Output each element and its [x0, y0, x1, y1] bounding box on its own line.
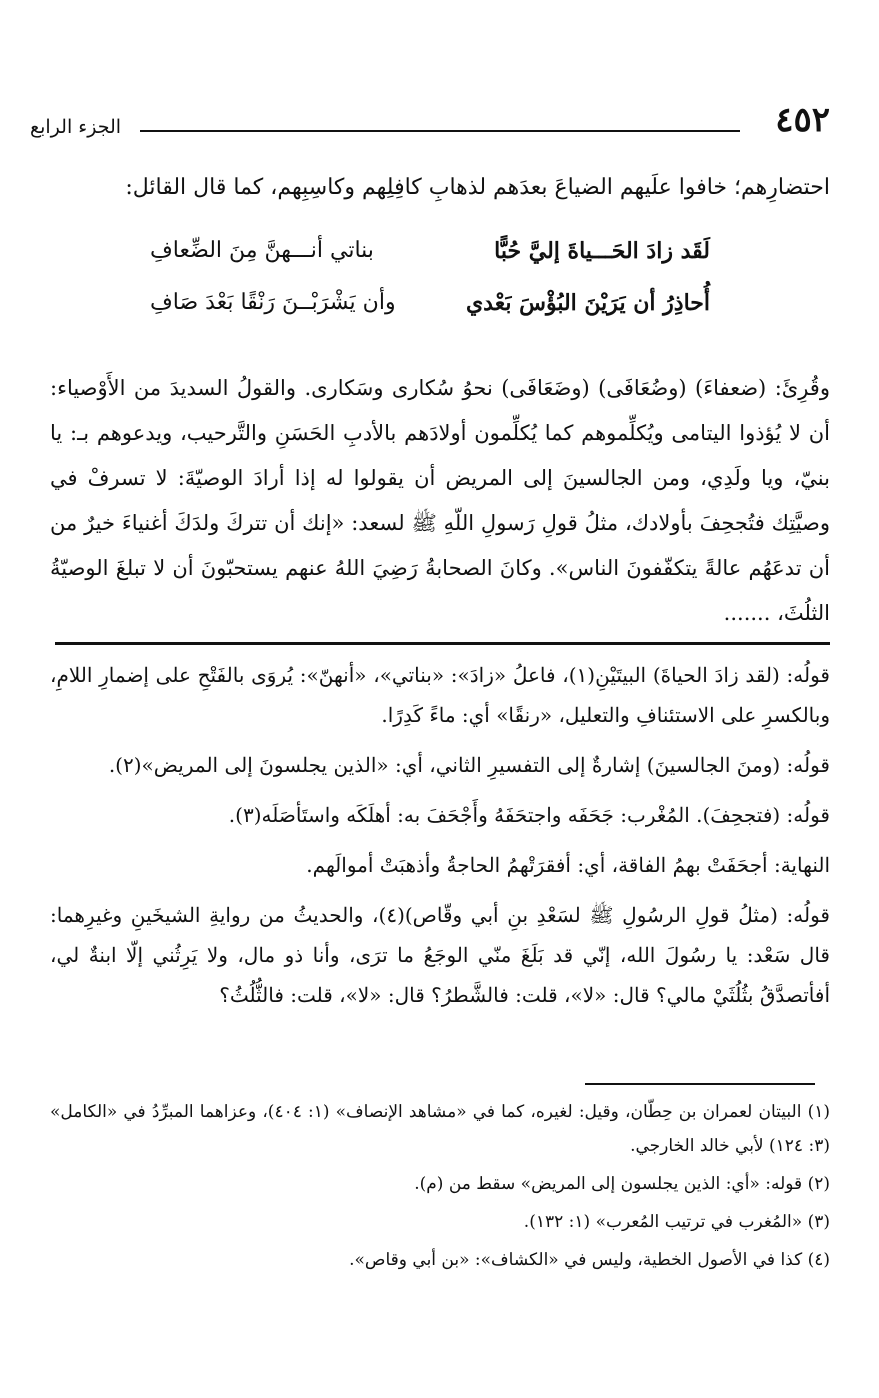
commentary-paragraph-1: قولُه: (لقد زادَ الحياةَ) البيتَيْنِ(١)، فاعلُ «زادَ»: «بناتي»، «أنهنّ»: يُروَى بالفَتْحِ على إضمارِ اللامِ، وبالكسرِ على الاستئنافِ والتعليل، «رنقًا» أي: ماءً كَدِرًا.	[50, 663, 830, 727]
poem-line-2-first-hemistich: أُحاذِرُ أن يَرَيْنَ البُؤْسَ بَعْدي	[465, 290, 710, 316]
commentary-paragraph-5: قولُه: (مثلُ قولِ الرسُولِ ﷺ لسَعْدِ بنِ أبي وقّاص)(٤)، والحديثُ من روايةِ الشيخَينِ وغيرِهما: قال سَعْد: يا رسُولَ الله، إنّي قد بَلَغَ منّي الوجَعُ ما ترَى، وأنا ذو مال، ولا يَرِثُني إلّا ابنةٌ لي، أفأتصدَّقُ بثُلُثَيْ مالي؟ قال: «لا»، قلت: فالشَّطرُ؟ قال: «لا»، قلت: فالثُّلُثُ؟	[50, 903, 830, 1007]
footnote-rule	[585, 1083, 815, 1085]
text-commentary-divider	[55, 642, 830, 645]
main-text-body	[50, 345, 830, 657]
footnote-3: (٣) «المُغرب في ترتيب المُعرب» (١: ١٣٢).	[523, 1212, 830, 1232]
footnote-1: (١) البيتان لعمران بن حِطّان، وقيل: لغيره، كما في «مشاهد الإنصاف» (١: ٤٠٤)، وعزاهما المبرِّدُ في «الكامل» (٣: ١٢٤) لأبي خالد الخارجي.	[50, 1102, 831, 1156]
running-title: الجزء الرابع	[30, 116, 122, 138]
commentary-paragraph-4: النهاية: أجحَفَتْ بهمُ الفاقة، أي: أفقرَتْهمُ الحاجةُ وأذهبَتْ أموالَهم.	[306, 853, 830, 877]
main-text-intro	[50, 165, 830, 210]
commentary-paragraph-2: قولُه: (ومنَ الجالسينَ) إشارةٌ إلى التفسيرِ الثاني، أي: «الذين يجلسونَ إلى المريض»(٢).	[108, 753, 830, 777]
poem-line-2-second-hemistich: وأن يَشْرَبْــنَ رَنْقًا بَعْدَ صَافِ	[150, 290, 396, 315]
footnotes	[50, 1095, 830, 1281]
poem-line-1-first-hemistich: لَقَد زادَ الحَـــياةَ إليَّ حُبًّا	[494, 238, 710, 264]
header-rule	[140, 130, 740, 132]
footnote-4: (٤) كذا في الأصول الخطية، وليس في «الكشاف»: «بن أبي وقاص».	[349, 1250, 830, 1270]
intro-line: احتضارِهم؛ خافوا علَيهم الضياعَ بعدَهم لذهابِ كافِلِهم وكاسِبِهم، كما قال القائل:	[125, 175, 830, 200]
poem-line-1-second-hemistich: بناتي أنـــهنَّ مِنَ الضِّعافِ	[150, 238, 374, 263]
poem	[150, 225, 710, 329]
page-header	[30, 98, 830, 148]
poem-line-1	[150, 225, 710, 277]
body-paragraph: وقُرِئَ: (ضعفاءَ) (وضُعَافَى) (وضَعَافَى) نحوُ سُكارى وسَكارى. والقولُ السديدَ من الأَوْصياء: أن لا يُؤذوا اليتامى ويُكلِّموهم كما يُكلِّمون أولادَهم بالأدبِ الحَسَنِ والتَّرحيب، ويدعوهم بـ: يا بنيّ، ويا ولَدِي، ومن الجالسينَ إلى المريض أن يقولوا له إذا أرادَ الوصيّةَ: لا تسرفْ في وصيَّتِك فتُجحِفَ بأولادك، مثلُ قولِ رَسولِ اللّهِ ﷺ لسعد: «إنك أن تتركَ ولدَكَ أغنياءَ خيرٌ من أن تدعَهُم عالةً يتكفّفونَ الناس». وكانَ الصحابةُ رَضِيَ اللهُ عنهم يستحبّونَ أن لا تبلغَ الوصيّةُ الثلُثَ، .......	[50, 376, 830, 625]
commentary	[50, 655, 830, 1025]
page-number: ٤٥٢	[775, 100, 830, 140]
footnote-2: (٢) قوله: «أي: الذين يجلسون إلى المريض» سقط من (م).	[414, 1174, 830, 1194]
poem-line-2	[150, 277, 710, 329]
commentary-paragraph-3: قولُه: (فتجحِفَ). المُغْرب: جَحَفَه واجتحَفَهُ وأَجْحَفَ به: أهلَكَه واستَأصَلَه(٣).	[228, 803, 830, 827]
